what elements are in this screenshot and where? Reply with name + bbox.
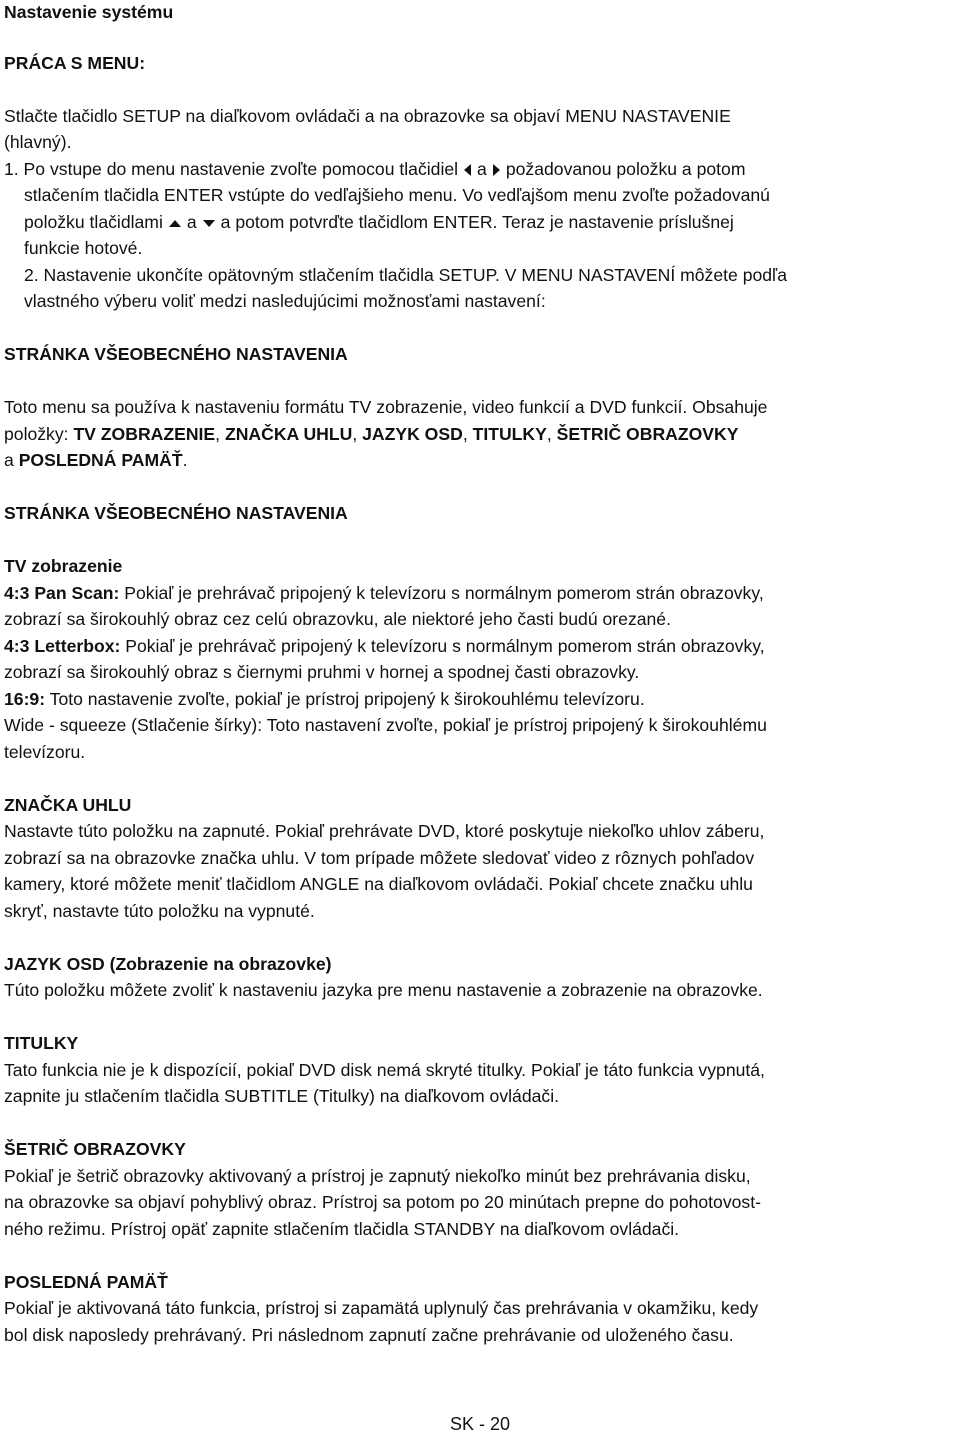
- step1-line-2: stlačením tlačidla ENTER vstúpte do vedľajšieho menu. Vo vedľajšom menu zvoľte požadovanú: [24, 185, 770, 205]
- tv-lb-line-1: [4, 633, 765, 660]
- subtitles-line-2: zapnite ju stlačením tlačidla SUBTITLE (Titulky) na diaľkovom ovládači.: [4, 1086, 559, 1106]
- item-osd-language: JAZYK OSD: [362, 424, 463, 444]
- tv-lb-line-2: zobrazí sa širokouhlý obraz s čiernymi pruhmi v hornej a spodnej časti obrazovky.: [4, 662, 640, 682]
- comma: ,: [462, 424, 468, 444]
- memory-heading: POSLEDNÁ PAMÄŤ: [4, 1272, 168, 1292]
- comma: ,: [546, 424, 552, 444]
- arrow-down-icon: [203, 220, 215, 227]
- page-number: SK - 20: [449, 1414, 511, 1434]
- step1-text-c: položku tlačidlami: [24, 212, 163, 232]
- saver-line-1: Pokiaľ je šetrič obrazovky aktivovaný a prístroj je zapnutý niekoľko minút bez prehrávania disku,: [4, 1166, 751, 1186]
- intro-line-1: Stlačte tlačidlo SETUP na diaľkovom ovládači a na obrazovke sa objaví MENU NASTAVENIE: [4, 106, 731, 126]
- osd-line: Túto položku môžete zvoliť k nastaveniu jazyka pre menu nastavenie a zobrazenie na obrazovke.: [4, 980, 763, 1000]
- letterbox-label: 4:3 Letterbox:: [4, 636, 121, 656]
- step1-and-1: a: [477, 159, 487, 179]
- tv-squeeze-line-2: televízoru.: [4, 742, 86, 762]
- general-heading-1: STRÁNKA VŠEOBECNÉHO NASTAVENIA: [4, 344, 348, 364]
- step1-text-b: požadovanou položku a potom: [505, 159, 746, 179]
- saver-line-3: ného režimu. Prístroj opäť zapnite stlačením tlačidla STANDBY na diaľkovom ovládači.: [4, 1219, 680, 1239]
- saver-line-2: na obrazovke sa objaví pohyblivý obraz. Prístroj sa potom po 20 minútach prepne do pohotovost-: [4, 1192, 761, 1212]
- subtitles-heading: TITULKY: [4, 1033, 79, 1053]
- step1-text-d: a potom potvrďte tlačidlom ENTER. Teraz je nastavenie príslušnej: [220, 212, 734, 232]
- arrow-left-icon: [464, 164, 471, 176]
- period: .: [182, 450, 188, 470]
- and-word: a: [4, 450, 14, 470]
- intro-line-2: (hlavný).: [4, 132, 72, 152]
- osd-heading: JAZYK OSD (Zobrazenie na obrazovke): [4, 954, 332, 974]
- pan-label: 4:3 Pan Scan:: [4, 583, 120, 603]
- item-last-memory: POSLEDNÁ PAMÄŤ: [18, 450, 183, 470]
- memory-line-1: Pokiaľ je aktivovaná táto funkcia, prístroj si zapamätá uplynulý čas prehrávania v okamžiku, kedy: [4, 1298, 759, 1318]
- item-angle-mark: ZNAČKA UHLU: [224, 424, 353, 444]
- items-label: položky:: [4, 424, 69, 444]
- step2-line-1: 2. Nastavenie ukončíte opätovným stlačením tlačidla SETUP. V MENU NASTAVENÍ môžete podľa: [24, 265, 787, 285]
- saver-heading: ŠETRIČ OBRAZOVKY: [4, 1139, 186, 1159]
- tv-heading: TV zobrazenie: [4, 556, 123, 576]
- letterbox-text: Pokiaľ je prehrávač pripojený k televízoru s normálnym pomerom strán obrazovky,: [125, 636, 765, 656]
- tv-pan-line-2: zobrazí sa širokouhlý obraz cez celú obrazovku, ale niektoré jeho časti budú orezané.: [4, 609, 671, 629]
- step1-line-4: funkcie hotové.: [24, 238, 143, 258]
- step1-text-a: 1. Po vstupe do menu nastavenie zvoľte pomocou tlačidiel: [4, 159, 459, 179]
- step1-line-3: [24, 209, 734, 236]
- memory-line-2: bol disk naposledy prehrávaný. Pri následnom zapnutí začne prehrávanie od uloženého času.: [4, 1325, 734, 1345]
- step1-and-2: a: [186, 212, 197, 232]
- wide-label: 16:9:: [4, 689, 46, 709]
- comma: ,: [215, 424, 221, 444]
- angle-line-2: zobrazí sa na obrazovke značka uhlu. V tom prípade môžete sledovať video z rôznych pohľadov: [4, 848, 755, 868]
- angle-line-4: skryť, nastavte túto položku na vypnuté.: [4, 901, 315, 921]
- arrow-up-icon: [169, 220, 181, 227]
- item-screen-saver: ŠETRIČ OBRAZOVKY: [556, 424, 739, 444]
- item-tv-display: TV ZOBRAZENIE: [73, 424, 216, 444]
- page-title: Nastavenie systému: [4, 2, 174, 22]
- pan-text: Pokiaľ je prehrávač pripojený k televízoru s normálnym pomerom strán obrazovky,: [124, 583, 764, 603]
- tv-wide-line: [4, 686, 645, 713]
- general-desc-line-2: [4, 421, 738, 448]
- tv-pan-line-1: [4, 580, 764, 607]
- step1-line-1: [4, 156, 746, 183]
- angle-heading: ZNAČKA UHLU: [4, 795, 132, 815]
- menu-heading: PRÁCA S MENU:: [4, 53, 146, 73]
- arrow-right-icon: [493, 164, 500, 176]
- angle-line-3: kamery, ktoré môžete meniť tlačidlom ANGLE na diaľkovom ovládači. Pokiaľ chcete značku uhlu: [4, 874, 753, 894]
- item-subtitles: TITULKY: [472, 424, 547, 444]
- step2-line-2: vlastného výberu voliť medzi nasledujúcimi možnosťami nastavení:: [24, 291, 546, 311]
- general-desc-line-1: Toto menu sa používa k nastaveniu formátu TV zobrazenie, video funkcií a DVD funkcií. Obsahuje: [4, 397, 768, 417]
- general-desc-line-3: [4, 447, 187, 474]
- angle-line-1: Nastavte túto položku na zapnuté. Pokiaľ prehrávate DVD, ktoré poskytuje niekoľko uhlov záberu,: [4, 821, 765, 841]
- comma: ,: [352, 424, 358, 444]
- wide-text: Toto nastavenie zvoľte, pokiaľ je prístroj pripojený k širokouhlému televízoru.: [49, 689, 645, 709]
- tv-squeeze-line-1: Wide - squeeze (Stlačenie šírky): Toto nastavení zvoľte, pokiaľ je prístroj pripojený k širokouhlému: [4, 715, 767, 735]
- subtitles-line-1: Tato funkcia nie je k dispozícií, pokiaľ DVD disk nemá skryté titulky. Pokiaľ je táto funkcia vypnutá,: [4, 1060, 765, 1080]
- general-heading-2: STRÁNKA VŠEOBECNÉHO NASTAVENIA: [4, 503, 348, 523]
